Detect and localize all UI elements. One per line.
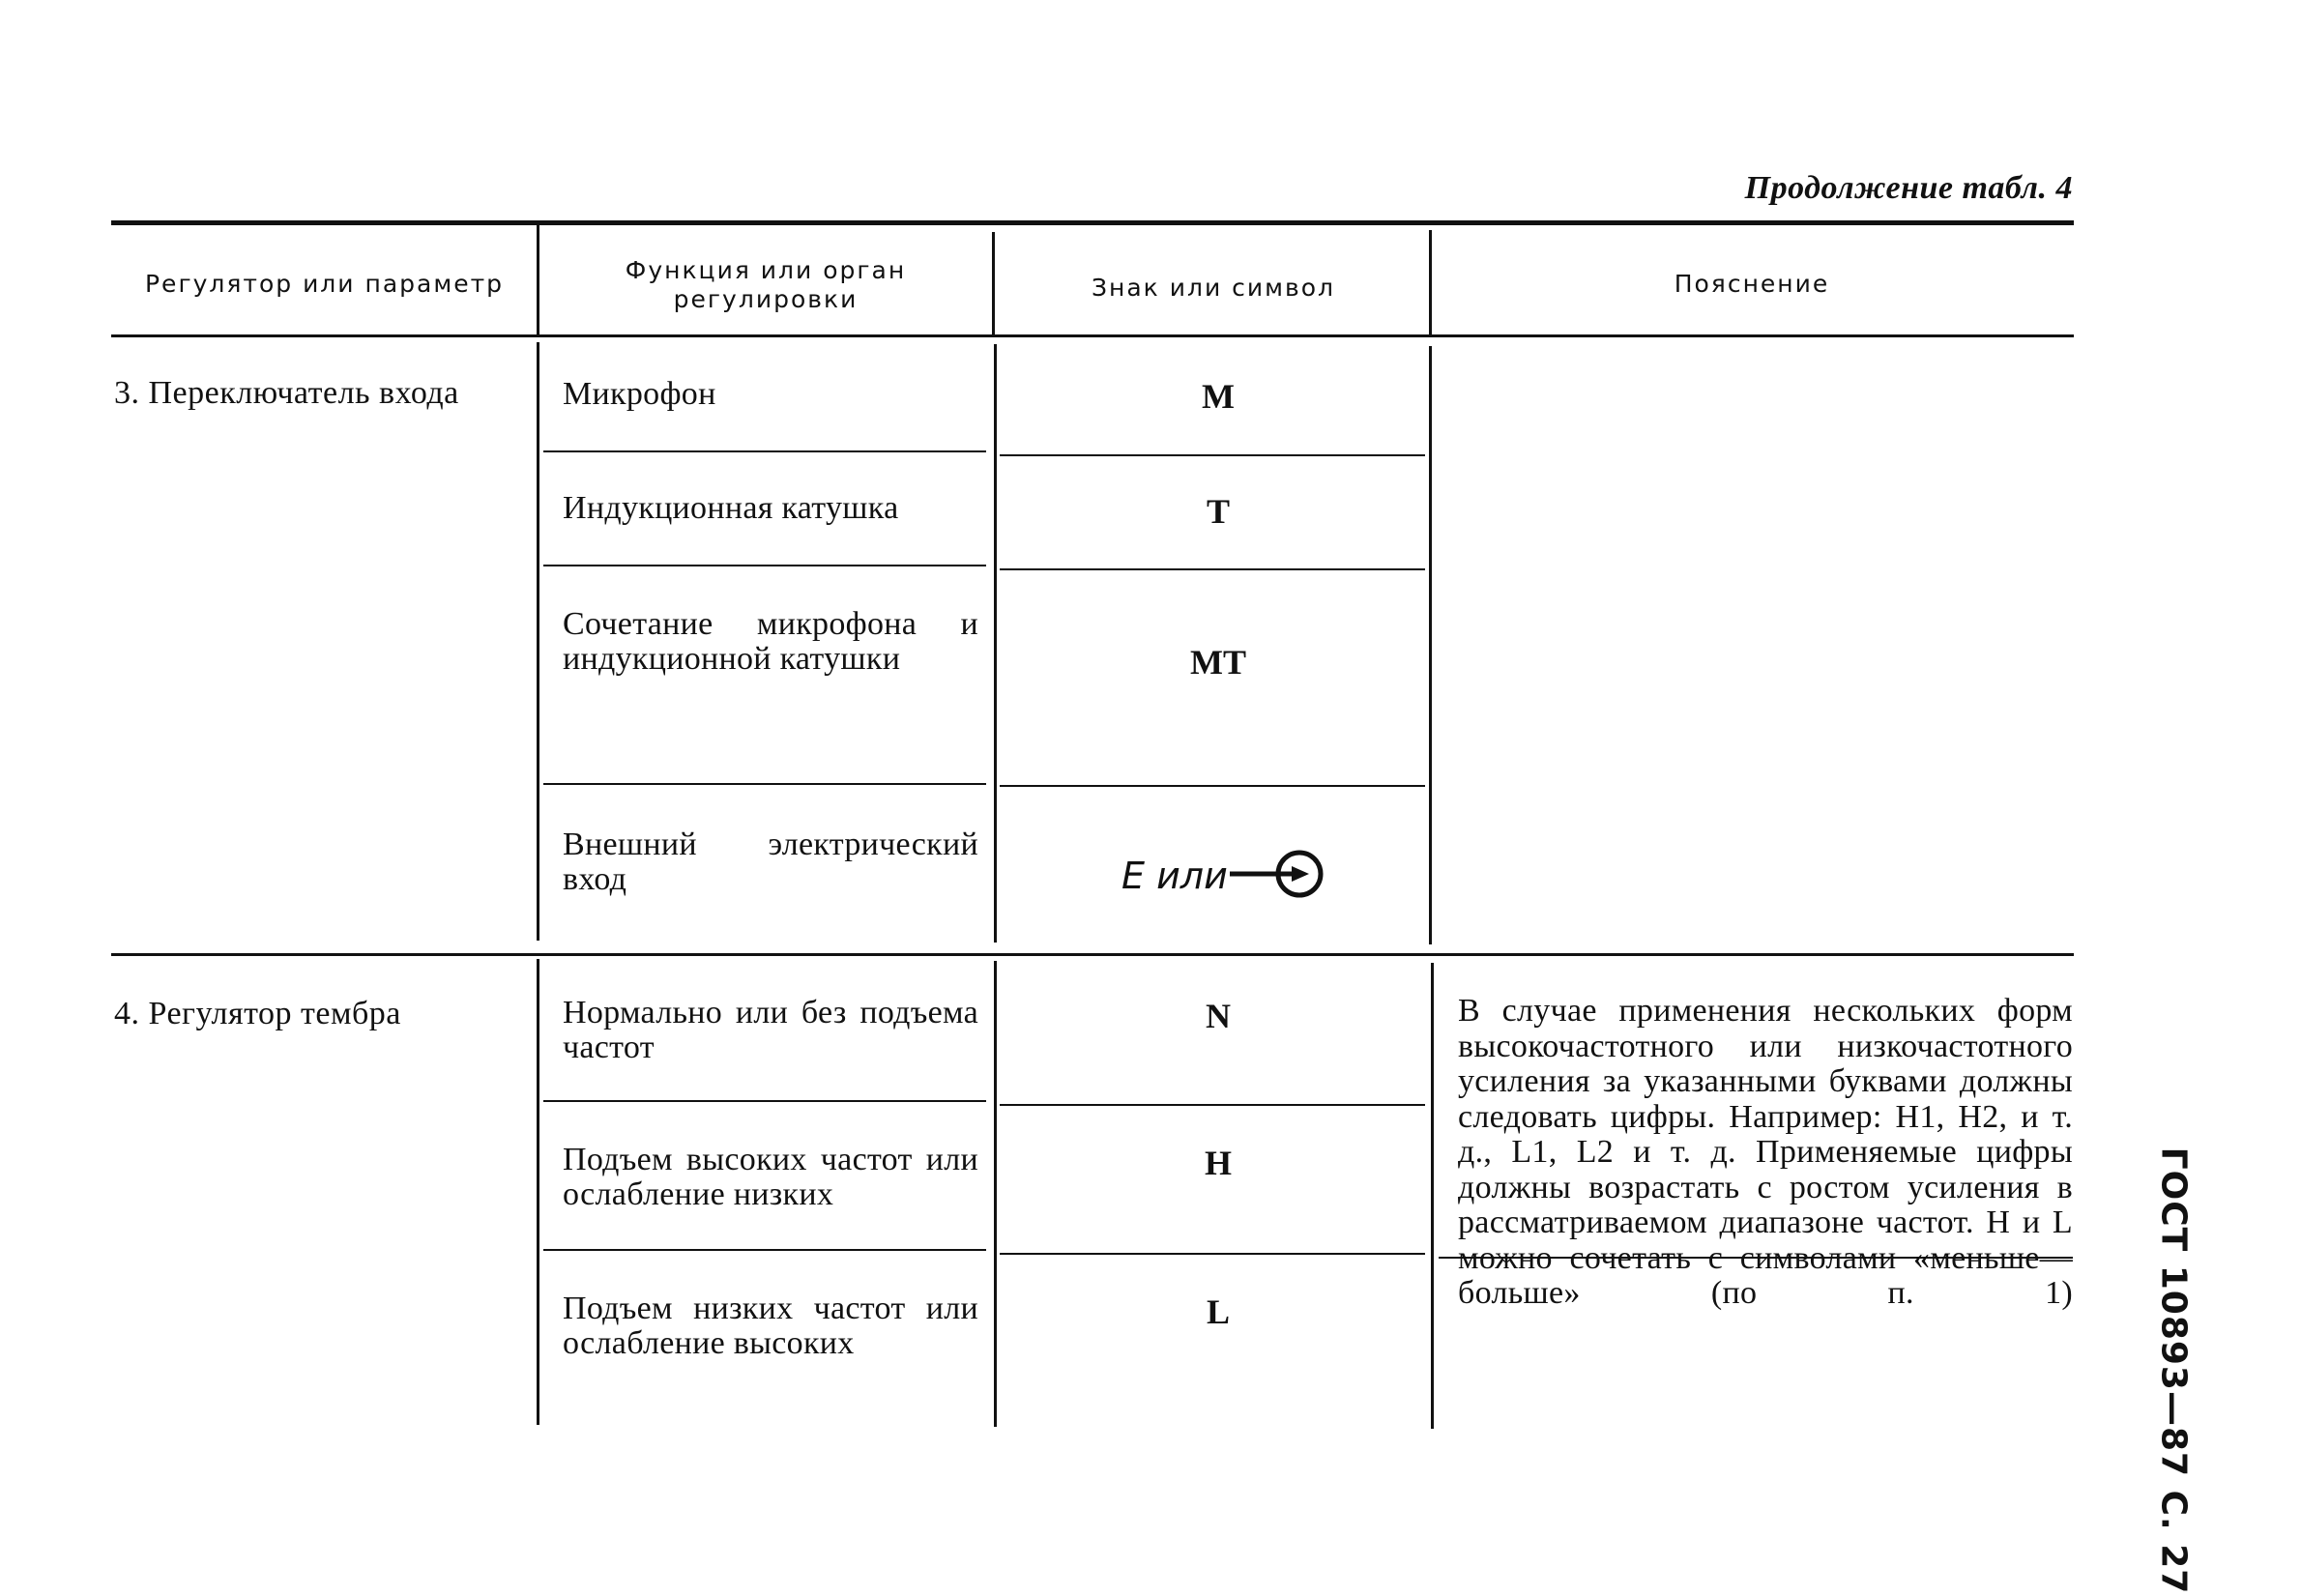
header-divider-3 <box>1429 230 1432 334</box>
symbol-h: H <box>1204 1144 1232 1182</box>
row1-subrule-2a <box>543 565 986 566</box>
function-low-boost: Подъем низких частот или ослабление высоких <box>563 1291 978 1361</box>
param-input-switch: 3. Переключатель входа <box>114 375 459 411</box>
param-tone-control: 4. Регулятор тембра <box>114 996 401 1031</box>
row2-subrule-1a <box>543 1100 986 1102</box>
symbol-external-input-text: E или <box>1121 855 1228 897</box>
row-separator-rule <box>111 953 2074 956</box>
header-divider-2 <box>992 232 995 334</box>
header-function: Функция или орган регулировки <box>625 256 907 313</box>
header-symbol: Знак или символ <box>1091 274 1336 302</box>
standard-page-label-text: ГОСТ 10893—87 С. 27 <box>2153 1146 2194 1595</box>
row2-divider-2 <box>994 961 997 1427</box>
function-mic-coil-combination: Сочетание микрофона и индукционной катушки <box>563 606 978 677</box>
row2-subrule-2a <box>543 1249 986 1251</box>
header-param: Регулятор или параметр <box>144 270 505 298</box>
header-divider-1 <box>537 225 539 334</box>
row1-subrule-3a <box>543 783 986 785</box>
function-induction-coil: Индукционная катушка <box>563 490 899 526</box>
row1-subrule-2b <box>1000 568 1425 570</box>
row2-divider-1 <box>537 959 539 1425</box>
note-tone-control: В случае применения нескольких форм высокочастотного или низкочастотного усиления за указанными буквами должны следовать цифры. Например: H1, H2, и т. д., L1, L2 и т. д. Применяемые цифры должны возрастать с ростом усиления в рассматриваемом диапазоне частот. H и L можно сочетать с символами «меньше—больше» (по п. 1) <box>1458 993 2073 1311</box>
function-high-boost: Подъем высоких частот или ослабление низких <box>563 1142 978 1212</box>
function-microphone: Микрофон <box>563 376 716 412</box>
row1-subrule-3b <box>1000 785 1425 787</box>
table-continuation-label: Продолжение табл. 4 <box>1744 170 2073 206</box>
function-external-input: Внешний электрический вход <box>563 827 978 897</box>
row1-divider-2 <box>994 344 997 943</box>
symbol-t: T <box>1206 492 1230 531</box>
row1-subrule-1a <box>543 450 986 452</box>
row2-subrule-1b <box>1000 1104 1425 1106</box>
row1-subrule-1b <box>1000 454 1425 456</box>
symbol-m: M <box>1202 377 1235 416</box>
external-input-arrow-circle-icon <box>1121 837 1344 914</box>
row2-subrule-2b <box>1000 1253 1425 1255</box>
symbol-external-input <box>1121 837 1344 914</box>
symbol-n: N <box>1206 997 1231 1035</box>
row1-divider-1 <box>537 342 539 941</box>
function-normal-no-boost: Нормально или без подъема частот <box>563 995 978 1065</box>
symbol-l: L <box>1206 1292 1230 1331</box>
header-note: Пояснение <box>1674 270 1830 298</box>
symbol-mt: MT <box>1190 643 1246 682</box>
standard-page-label <box>2135 1146 2212 1595</box>
header-bottom-rule <box>111 334 2074 337</box>
table-top-rule <box>111 220 2074 225</box>
